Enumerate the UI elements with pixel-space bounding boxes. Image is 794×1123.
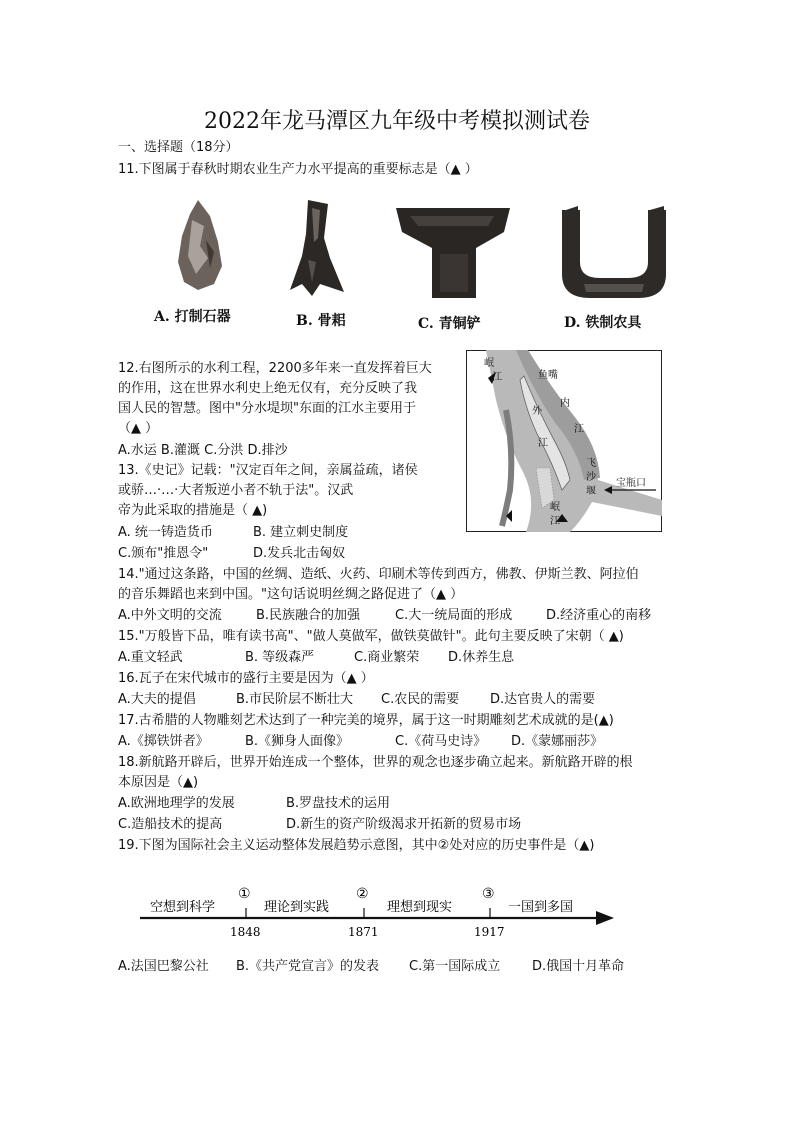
q15-option-c: C.商业繁荣 — [354, 650, 420, 665]
q19-stem: 19.下图为国际社会主义运动整体发展趋势示意图，其中②处对应的历史事件是（▲) — [118, 838, 595, 853]
q17-option-b: B.《狮身人面像》 — [245, 734, 350, 749]
q14-option-d: D.经济重心的南移 — [546, 608, 652, 623]
timeline-marker-2: ② — [356, 886, 369, 902]
socialism-timeline — [136, 880, 616, 940]
timeline-year-1: 1848 — [230, 925, 261, 939]
map-label-baopingkou: 宝瓶口 — [616, 478, 646, 489]
timeline-year-3: 1917 — [474, 925, 505, 939]
q16-option-b: B.市民阶层不断壮大 — [236, 692, 354, 707]
q15-option-d: D.休养生息 — [448, 650, 515, 665]
q19-option-d: D.俄国十月革命 — [532, 959, 625, 974]
timeline-segment-3: 理想到现实 — [387, 900, 453, 915]
q14-line-2: 的音乐舞蹈也来到中国。"这句话说明丝绸之路促进了（▲ ） — [118, 587, 464, 602]
q15-stem: 15."万般皆下品，唯有读书高"、"做人莫做军，做铁莫做针"。此句主要反映了宋朝（ ▲) — [118, 629, 624, 644]
q11-caption-d: D. 铁制农具 — [564, 315, 642, 331]
map-label-yuzui: 鱼嘴 — [538, 370, 558, 381]
timeline-marker-3: ③ — [482, 886, 495, 902]
map-label-jiang-west: 江 — [538, 438, 548, 449]
q13-option-b: B. 建立刺史制度 — [253, 525, 349, 540]
q18-line-1: 18.新航路开辟后，世界开始连成一个整体，世界的观念也逐步确立起来。新航路开辟的根 — [118, 755, 633, 770]
q14-option-a: A.中外文明的交流 — [118, 608, 222, 623]
q14-option-c: C.大一统局面的形成 — [395, 608, 513, 623]
map-label-jiang-bottom: 江 — [550, 516, 560, 527]
map-label-min-top: 岷 — [484, 358, 494, 369]
dujiangyan-map — [466, 350, 662, 532]
q19-option-a: A.法国巴黎公社 — [118, 959, 209, 974]
page-title: 2022年龙马潭区九年级中考模拟测试卷 — [204, 109, 590, 134]
q12-line-1: 12.右图所示的水利工程，2200多年来一直发挥着巨大 — [118, 361, 432, 376]
section-heading: 一、选择题（18分） — [118, 140, 239, 155]
q12-options: A.水运 B.灌溉 C.分洪 D.排沙 — [118, 443, 288, 458]
bone-spade-icon — [282, 198, 354, 300]
q14-option-b: B.民族融合的加强 — [256, 608, 361, 623]
q16-option-c: C.农民的需要 — [381, 692, 460, 707]
map-label-jiang-east: 江 — [574, 424, 584, 435]
q19-option-c: C.第一国际成立 — [409, 959, 501, 974]
q18-option-d: D.新生的资产阶级渴求开拓新的贸易市场 — [286, 817, 522, 832]
q18-option-a: A.欧洲地理学的发展 — [118, 796, 235, 811]
map-label-min-bottom: 岷 — [550, 502, 560, 513]
bronze-shovel-icon — [392, 204, 514, 302]
q11-stem: 11.下图属于春秋时期农业生产力水平提高的重要标志是（▲ ） — [118, 162, 478, 177]
timeline-marker-1: ① — [238, 886, 251, 902]
q12-line-4: （▲ ） — [118, 421, 159, 436]
q13-option-d: D.发兵北击匈奴 — [253, 546, 346, 561]
q18-option-c: C.造船技术的提高 — [118, 817, 223, 832]
q17-option-a: A.《掷铁饼者》 — [118, 734, 209, 749]
q18-line-2: 本原因是（▲) — [118, 775, 199, 790]
q17-option-d: D.《蒙娜丽莎》 — [511, 734, 604, 749]
q11-caption-b: B. 骨耜 — [296, 313, 346, 329]
q12-line-2: 的作用，这在世界水利史上绝无仅有，充分反映了我 — [118, 381, 418, 396]
q16-option-a: A.大夫的提倡 — [118, 692, 196, 707]
q13-option-c: C.颁布"推恩令" — [118, 546, 209, 561]
timeline-segment-4: 一国到多国 — [508, 900, 574, 915]
chipped-stone-tool-icon — [170, 196, 230, 292]
q16-stem: 16.瓦子在宋代城市的盛行主要是因为（▲ ） — [118, 671, 374, 686]
q13-line-1: 13.《史记》记载："汉定百年之间，亲属益疏，诸侯 — [118, 463, 418, 478]
q17-option-c: C.《荷马史诗》 — [395, 734, 487, 749]
q11-caption-a: A. 打制石器 — [154, 309, 231, 325]
q16-option-d: D.达官贵人的需要 — [490, 692, 596, 707]
timeline-year-2: 1871 — [348, 925, 379, 939]
q13-option-a: A. 统一铸造货币 — [118, 525, 213, 540]
map-label-sha: 沙 — [586, 472, 596, 483]
q13-line-3: 帝为此采取的措施是（ ▲) — [118, 503, 268, 518]
q19-option-b: B.《共产党宣言》的发表 — [236, 959, 380, 974]
iron-tool-icon — [556, 204, 672, 302]
q15-option-a: A.重文轻武 — [118, 650, 183, 665]
map-label-jiang-top: 江 — [492, 372, 502, 383]
q18-option-b: B.罗盘技术的运用 — [286, 796, 391, 811]
q13-line-2: 或骄…·…·大者叛逆小者不轨于法"。汉武 — [118, 483, 354, 498]
map-label-wai: 外 — [532, 406, 542, 417]
q11-caption-c: C. 青铜铲 — [418, 316, 481, 332]
timeline-segment-2: 理论到实践 — [264, 900, 330, 915]
q14-line-1: 14."通过这条路，中国的丝绸、造纸、火药、印刷术等传到西方，佛教、伊斯兰教、阿拉伯 — [118, 567, 639, 582]
timeline-segment-1: 空想到科学 — [150, 900, 216, 915]
q15-option-b: B. 等级森严 — [245, 650, 315, 665]
map-label-yan: 堰 — [586, 486, 596, 497]
map-label-nei: 内 — [560, 398, 570, 409]
map-label-fei: 飞 — [586, 458, 596, 469]
q12-line-3: 国人民的智慧。图中"分水堤坝"东面的江水主要用于 — [118, 401, 416, 416]
q17-stem: 17.古希腊的人物雕刻艺术达到了一种完美的境界，属于这一时期雕刻艺术成就的是(▲) — [118, 713, 614, 728]
